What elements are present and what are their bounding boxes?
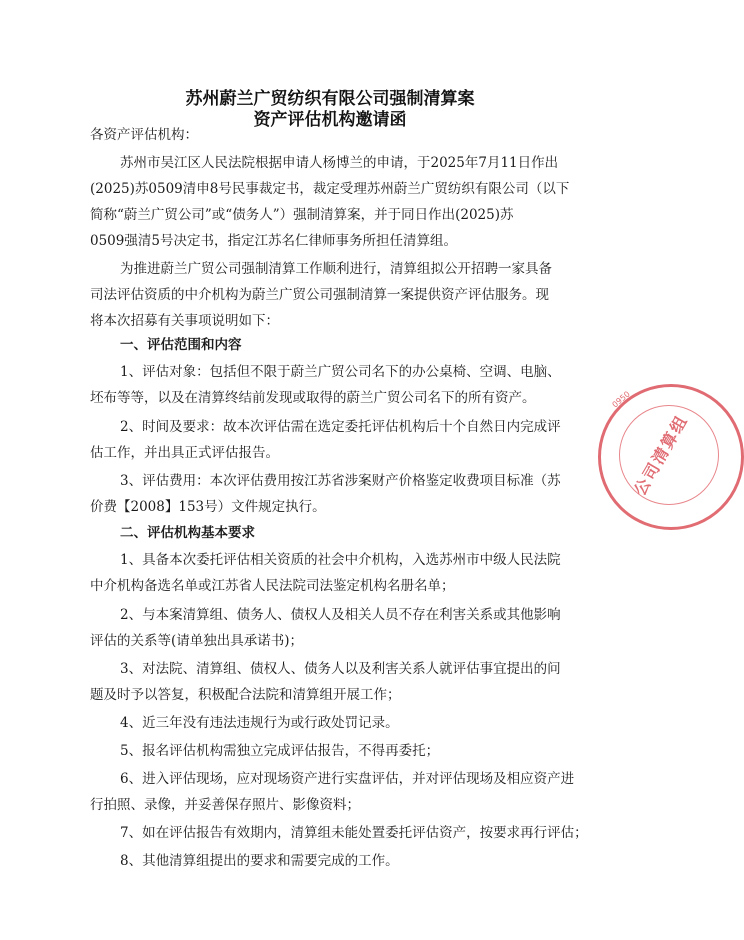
- document-subtitle: 资产评估机构邀请函: [253, 110, 407, 130]
- paragraph-line: 简称“蔚兰广贸公司”或“债务人”）强制清算案，并于同日作出(2025)苏: [90, 207, 514, 223]
- paragraph-line: 题及时予以答复，积极配合法院和清算组开展工作；: [90, 687, 401, 703]
- seal-number: 0950: [610, 389, 632, 410]
- section-heading-1: 一、评估范围和内容: [120, 337, 242, 353]
- paragraph-line: 3、评估费用：本次评估费用按江苏省涉案财产价格鉴定收费项目标准（苏: [120, 473, 561, 489]
- section-heading-2: 二、评估机构基本要求: [120, 525, 255, 541]
- paragraph-line: 估工作，并出具正式评估报告。: [90, 445, 279, 461]
- paragraph-line: 2、时间及要求：故本次评估需在选定委托评估机构后十个自然日内完成评: [120, 419, 561, 435]
- paragraph-line: 坯布等等，以及在清算终结前发现或取得的蔚兰广贸公司名下的所有资产。: [90, 390, 536, 406]
- paragraph-line: 中介机构备选名单或江苏省人民法院司法鉴定机构名册名单；: [90, 578, 455, 594]
- paragraph-line: 苏州市吴江区人民法院根据申请人杨博兰的申请，于2025年7月11日作出: [120, 155, 559, 171]
- paragraph-line: 7、如在评估报告有效期内，清算组未能处置委托评估资产，按要求再行评估；: [120, 825, 588, 841]
- paragraph-line: (2025)苏0509清申8号民事裁定书，裁定受理苏州蔚兰广贸纺织有限公司（以下: [90, 181, 570, 197]
- paragraph-line: 行拍照、录像，并妥善保存照片、影像资料；: [90, 797, 360, 813]
- paragraph-line: 1、具备本次委托评估相关资质的社会中介机构，入选苏州市中级人民法院: [120, 552, 561, 568]
- salutation: 各资产评估机构：: [90, 127, 198, 143]
- paragraph-line: 8、其他清算组提出的要求和需要完成的工作。: [120, 853, 399, 869]
- document-title: 苏州蔚兰广贸纺织有限公司强制清算案: [185, 89, 475, 109]
- paragraph-line: 将本次招募有关事项说明如下：: [90, 313, 279, 329]
- paragraph-line: 2、与本案清算组、债务人、债权人及相关人员不存在利害关系或其他影响: [120, 607, 561, 623]
- paragraph-line: 3、对法院、清算组、债权人、债务人以及利害关系人就评估事宜提出的问: [120, 661, 561, 677]
- paragraph-line: 为推进蔚兰广贸公司强制清算工作顺利进行，清算组拟公开招聘一家具备: [120, 261, 552, 277]
- paragraph-line: 4、近三年没有违法违规行为或行政处罚记录。: [120, 715, 399, 731]
- official-seal-stamp: [598, 384, 744, 530]
- paragraph-line: 评估的关系等(请单独出具承诺书)；: [90, 633, 304, 649]
- paragraph-line: 1、评估对象：包括但不限于蔚兰广贸公司名下的办公桌椅、空调、电脑、: [120, 364, 561, 380]
- paragraph-line: 6、进入评估现场，应对现场资产进行实盘评估，并对评估现场及相应资产进: [120, 771, 575, 787]
- paragraph-line: 0509强清5号决定书，指定江苏名仁律师事务所担任清算组。: [90, 233, 457, 249]
- paragraph-line: 司法评估资质的中介机构为蔚兰广贸公司强制清算一案提供资产评估服务。现: [90, 287, 549, 303]
- seal-text: 公司清算组: [630, 411, 692, 499]
- paragraph-line: 5、报名评估机构需独立完成评估报告，不得再委托；: [120, 743, 440, 759]
- paragraph-line: 价费【2008】153号）文件规定执行。: [90, 499, 326, 515]
